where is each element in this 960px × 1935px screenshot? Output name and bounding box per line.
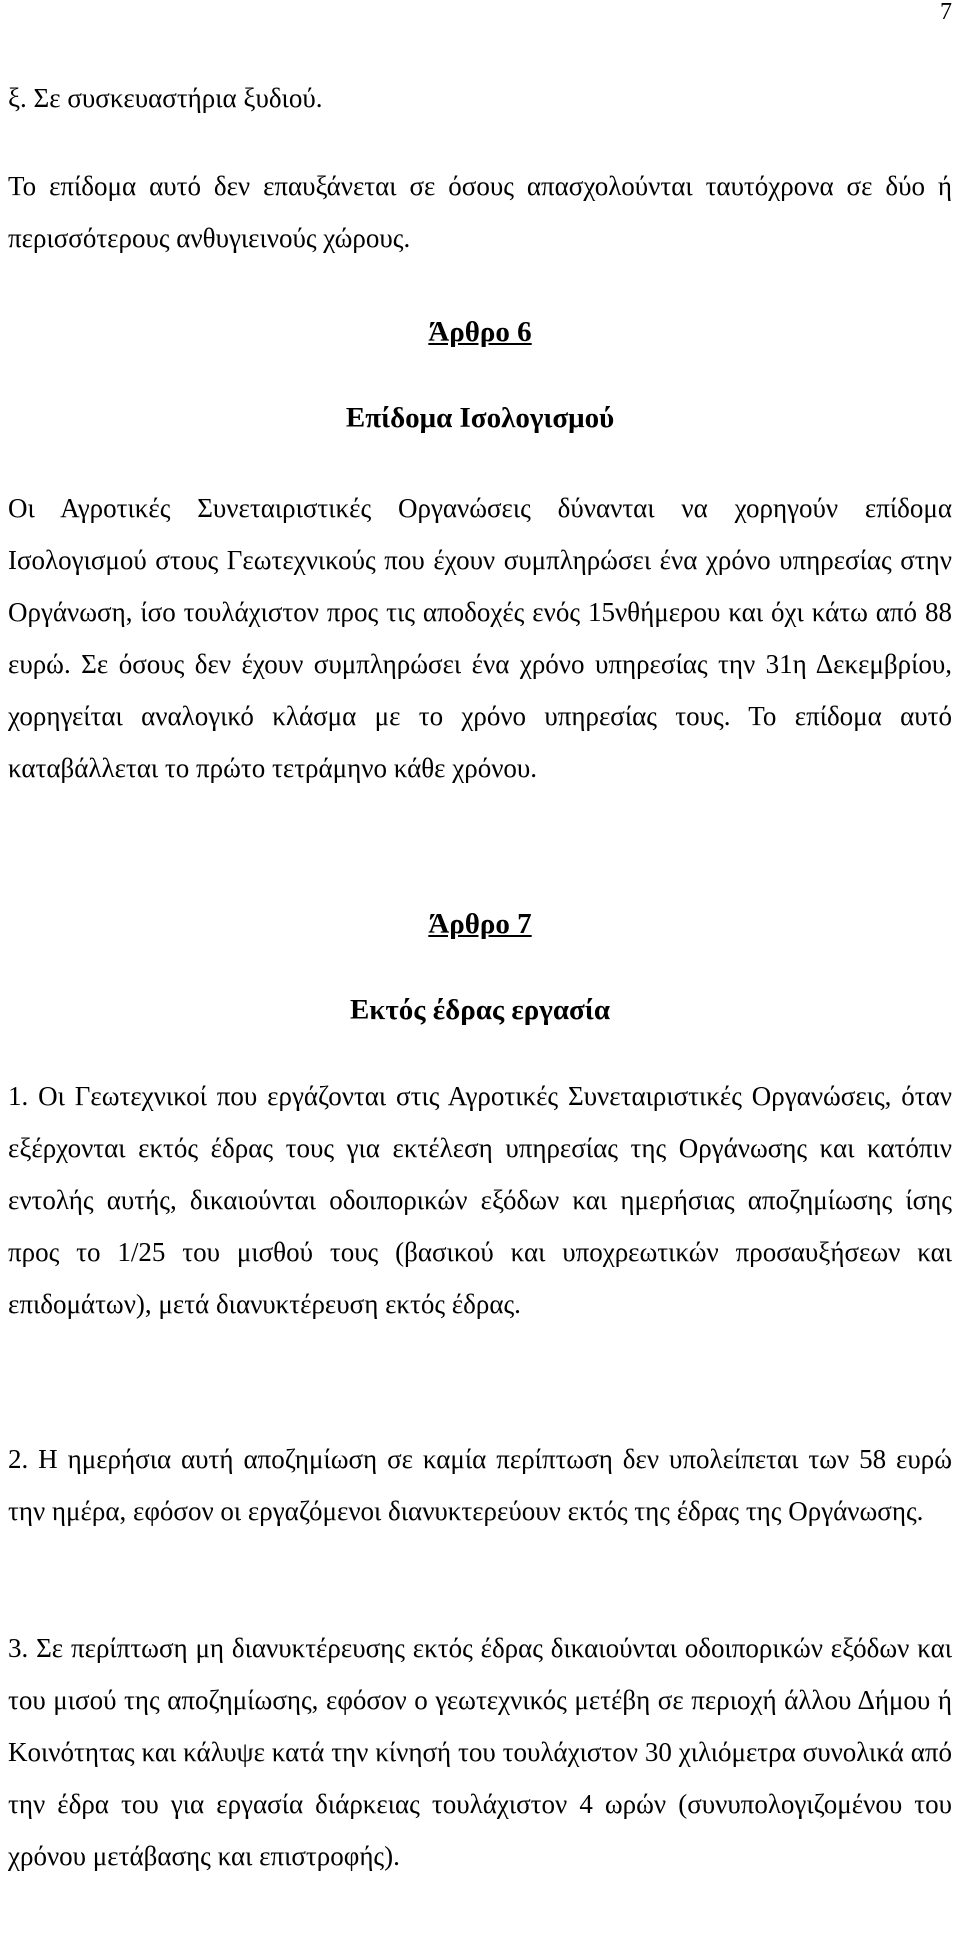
intro-note-block: [8, 160, 952, 264]
item-xi: ξ. Σε συσκευαστήρια ξυδιού.: [8, 83, 323, 113]
article7-para1-block: [8, 1070, 952, 1330]
article6-title: Άρθρο 6: [428, 316, 532, 348]
article7-para3: 3. Σε περίπτωση μη διανυκτέρευσης εκτός έδρας δικαιούνται οδοιπορικών εξόδων και του μισού της αποζημίωσης, εφόσον ο γεωτεχνικός μετέβη σε περιοχή άλλου Δήμου ή Κοινότητας και κάλυψε κατά την κίνησή του τουλάχιστον 30 χιλιόμετρα συνολικά από την έδρα του για εργασία διάρκειας τουλάχιστον 4 ωρών (συνυπολογιζομένου του χρόνου μετάβασης και επιστροφής).: [8, 1633, 952, 1871]
intro-note: Το επίδομα αυτό δεν επαυξάνεται σε όσους απασχολούνται ταυτόχρονα σε δύο ή περισσότερους ανθυγιεινούς χώρους.: [8, 171, 952, 253]
page-number: 7: [940, 0, 952, 25]
article7-para1: 1. Οι Γεωτεχνικοί που εργάζονται στις Αγροτικές Συνεταιριστικές Οργανώσεις, όταν εξέρχονται εκτός έδρας τους για εκτέλεση υπηρεσίας της Οργάνωσης και κατόπιν εντολής αυτής, δικαιούνται οδοιπορικών εξόδων και ημερήσιας αποζημίωσης ίσης προς το 1/25 του μισθού τους (βασικού και υποχρεωτικών προσαυξήσεων και επιδομάτων), μετά διανυκτέρευση εκτός έδρας.: [8, 1081, 952, 1319]
article7-subtitle: Εκτός έδρας εργασία: [349, 994, 611, 1026]
article6-title-block: [8, 312, 952, 352]
intro-section: [8, 72, 952, 124]
article6-subtitle-block: [8, 398, 952, 438]
article7-para2-block: [8, 1433, 952, 1537]
article6-body-block: [8, 482, 952, 794]
article7-para3-block: [8, 1622, 952, 1882]
article6-subtitle: Επίδομα Ισολογισμού: [345, 402, 615, 434]
article7-subtitle-block: [8, 990, 952, 1030]
article7-para2: 2. Η ημερήσια αυτή αποζημίωση σε καμία περίπτωση δεν υπολείπεται των 58 ευρώ την ημέρα, εφόσον οι εργαζόμενοι διανυκτερεύουν εκτός της έδρας της Οργάνωσης.: [8, 1444, 952, 1526]
article7-title-block: [8, 904, 952, 944]
article7-title: Άρθρο 7: [428, 908, 532, 940]
article6-body: Οι Αγροτικές Συνεταιριστικές Οργανώσεις δύνανται να χορηγούν επίδομα Ισολογισμού στους Γεωτεχνικούς που έχουν συμπληρώσει ένα χρόνο υπηρεσίας στην Οργάνωση, ίσο τουλάχιστον προς τις αποδοχές ενός 15νθήμερου και όχι κάτω από 88 ευρώ. Σε όσους δεν έχουν συμπληρώσει ένα χρόνο υπηρεσίας την 31η Δεκεμβρίου, χορηγείται αναλογικό κλάσμα με το χρόνο υπηρεσίας τους. Το επίδομα αυτό καταβάλλεται το πρώτο τετράμηνο κάθε χρόνου.: [8, 493, 952, 783]
